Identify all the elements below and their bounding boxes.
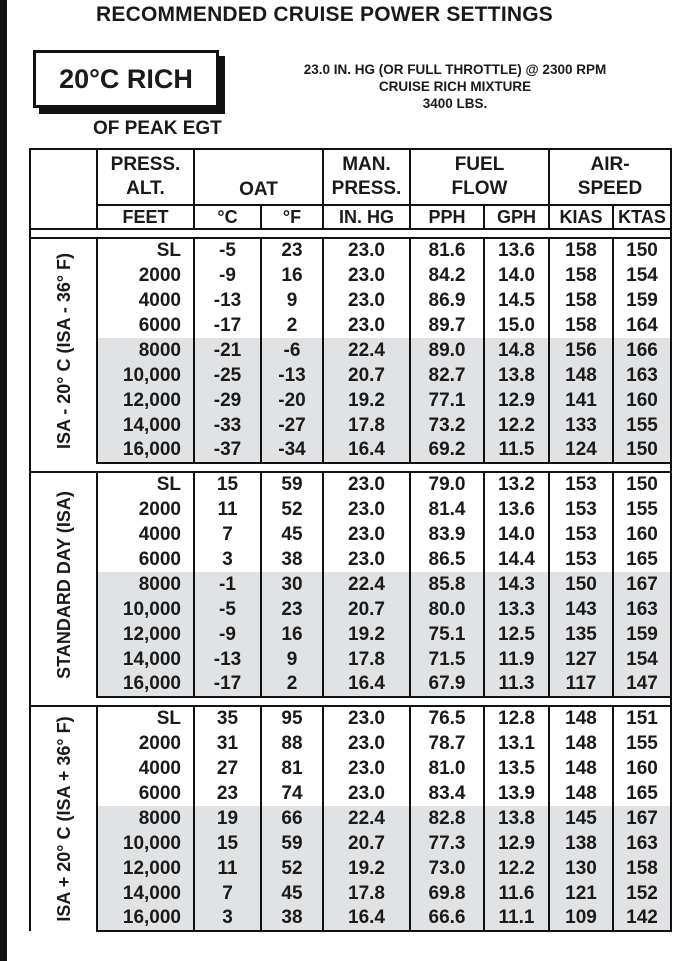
oat-f-cell: 81 — [261, 756, 323, 781]
man-press-cell: 23.0 — [323, 238, 410, 263]
ktas-cell: 163 — [613, 831, 671, 856]
kias-cell: 143 — [549, 597, 613, 622]
oat-f-cell: 59 — [261, 472, 323, 497]
oat-f-cell: 88 — [261, 731, 323, 756]
ktas-cell: 150 — [613, 238, 671, 263]
gph-cell: 13.5 — [484, 756, 549, 781]
table-row — [30, 672, 671, 697]
oat-f-cell: 16 — [261, 263, 323, 288]
kias-cell: 158 — [549, 238, 613, 263]
condition-line: CRUISE RICH MIXTURE — [378, 79, 532, 94]
kias-cell: 135 — [549, 622, 613, 647]
table-row — [30, 856, 671, 881]
table-row — [30, 288, 671, 313]
kias-cell: 153 — [549, 522, 613, 547]
man-press-cell: 17.8 — [323, 413, 410, 438]
table-row — [30, 522, 671, 547]
kias-cell: 130 — [549, 856, 613, 881]
gph-cell: 12.2 — [484, 856, 549, 881]
table-row — [30, 647, 671, 672]
kias-cell: 158 — [549, 263, 613, 288]
oat-c-cell: -13 — [194, 647, 261, 672]
gph-cell: 11.3 — [484, 672, 549, 697]
man-press-cell: 23.0 — [323, 731, 410, 756]
table-row — [30, 313, 671, 338]
alt-cell: 2000 — [97, 731, 194, 756]
gph-cell: 12.9 — [484, 388, 549, 413]
table-row — [30, 413, 671, 438]
gph-cell: 13.1 — [484, 731, 549, 756]
gph-cell: 14.8 — [484, 338, 549, 363]
gph-cell: 14.4 — [484, 547, 549, 572]
table-row — [30, 597, 671, 622]
gph-cell: 11.1 — [484, 906, 549, 931]
oat-f-cell: -20 — [261, 388, 323, 413]
gph-cell: 11.5 — [484, 438, 549, 463]
man-press-cell: 23.0 — [323, 522, 410, 547]
table-row — [30, 881, 671, 906]
oat-c-cell: -9 — [194, 263, 261, 288]
man-press-cell: 17.8 — [323, 881, 410, 906]
oat-f-cell: -13 — [261, 363, 323, 388]
pph-cell: 84.2 — [410, 263, 484, 288]
pph-cell: 73.2 — [410, 413, 484, 438]
pph-cell: 82.7 — [410, 363, 484, 388]
kias-cell: 133 — [549, 413, 613, 438]
oat-c-cell: 19 — [194, 806, 261, 831]
table-row — [30, 497, 671, 522]
oat-c-cell: 11 — [194, 856, 261, 881]
section-label-cell — [30, 238, 97, 463]
section-gap-cell — [30, 697, 671, 706]
oat-f-cell: -34 — [261, 438, 323, 463]
alt-cell: SL — [97, 472, 194, 497]
kias-cell: 148 — [549, 731, 613, 756]
oat-f-cell: 52 — [261, 497, 323, 522]
ktas-cell: 158 — [613, 856, 671, 881]
ktas-cell: 165 — [613, 781, 671, 806]
kias-cell: 127 — [549, 647, 613, 672]
gph-cell: 14.0 — [484, 522, 549, 547]
kias-cell: 109 — [549, 906, 613, 931]
oat-c-cell: -37 — [194, 438, 261, 463]
conditions-block — [275, 61, 635, 112]
ktas-cell: 147 — [613, 672, 671, 697]
section-gap — [30, 697, 671, 706]
ktas-cell: 164 — [613, 313, 671, 338]
pph-cell: 80.0 — [410, 597, 484, 622]
oat-c-cell: -17 — [194, 313, 261, 338]
alt-cell: 10,000 — [97, 831, 194, 856]
table-row — [30, 472, 671, 497]
oat-f-cell: 2 — [261, 313, 323, 338]
table-row — [30, 906, 671, 931]
oat-f-cell: 45 — [261, 522, 323, 547]
alt-cell: 16,000 — [97, 906, 194, 931]
pph-cell: 78.7 — [410, 731, 484, 756]
table-row — [30, 622, 671, 647]
oat-c-cell: 7 — [194, 522, 261, 547]
oat-c-cell: -21 — [194, 338, 261, 363]
header-text: OAT — [239, 179, 278, 200]
oat-f-cell: 38 — [261, 906, 323, 931]
alt-cell: 6000 — [97, 547, 194, 572]
ktas-cell: 155 — [613, 413, 671, 438]
kias-cell: 141 — [549, 388, 613, 413]
alt-cell: 16,000 — [97, 672, 194, 697]
pph-cell: 81.0 — [410, 756, 484, 781]
section-gap-cell — [30, 229, 671, 238]
unit-pph: PPH — [410, 205, 484, 229]
header-oat — [194, 149, 323, 205]
oat-c-cell: -29 — [194, 388, 261, 413]
pph-cell: 69.2 — [410, 438, 484, 463]
oat-f-cell: 66 — [261, 806, 323, 831]
header-airspeed — [549, 149, 671, 205]
ktas-cell: 163 — [613, 597, 671, 622]
ktas-cell: 151 — [613, 706, 671, 731]
man-press-cell: 23.0 — [323, 497, 410, 522]
oat-c-cell: -25 — [194, 363, 261, 388]
oat-c-cell: -33 — [194, 413, 261, 438]
unit-feet: FEET — [97, 205, 194, 229]
oat-c-cell: -9 — [194, 622, 261, 647]
kias-cell: 158 — [549, 288, 613, 313]
section-gap-cell — [30, 463, 671, 472]
table-row — [30, 756, 671, 781]
man-press-cell: 23.0 — [323, 706, 410, 731]
oat-f-cell: 52 — [261, 856, 323, 881]
man-press-cell: 23.0 — [323, 781, 410, 806]
man-press-cell: 19.2 — [323, 388, 410, 413]
man-press-cell: 16.4 — [323, 906, 410, 931]
alt-cell: 6000 — [97, 781, 194, 806]
pph-cell: 82.8 — [410, 806, 484, 831]
oat-c-cell: 15 — [194, 472, 261, 497]
header-text: ALT. — [126, 178, 165, 199]
oat-c-cell: 7 — [194, 881, 261, 906]
header-blank-cell — [30, 149, 97, 229]
table-row — [30, 388, 671, 413]
pph-cell: 67.9 — [410, 672, 484, 697]
kias-cell: 153 — [549, 472, 613, 497]
alt-cell: 4000 — [97, 288, 194, 313]
gph-cell: 11.6 — [484, 881, 549, 906]
oat-c-cell: 11 — [194, 497, 261, 522]
gph-cell: 11.9 — [484, 647, 549, 672]
man-press-cell: 20.7 — [323, 597, 410, 622]
man-press-cell: 19.2 — [323, 622, 410, 647]
oat-c-cell: -1 — [194, 572, 261, 597]
table-row — [30, 572, 671, 597]
table-row — [30, 781, 671, 806]
unit-inhg: IN. HG — [323, 205, 410, 229]
oat-f-cell: 2 — [261, 672, 323, 697]
man-press-cell: 22.4 — [323, 806, 410, 831]
man-press-cell: 23.0 — [323, 263, 410, 288]
ktas-cell: 150 — [613, 438, 671, 463]
alt-cell: 8000 — [97, 572, 194, 597]
condition-line: 23.0 IN. HG (OR FULL THROTTLE) @ 2300 RPM — [303, 62, 607, 77]
section-label: ISA + 20° C (ISA + 36° F) — [53, 716, 74, 922]
alt-cell: 10,000 — [97, 363, 194, 388]
section-label-cell — [30, 706, 97, 931]
pph-cell: 85.8 — [410, 572, 484, 597]
ktas-cell: 160 — [613, 522, 671, 547]
ktas-cell: 159 — [613, 288, 671, 313]
table-row — [30, 547, 671, 572]
pph-cell: 75.1 — [410, 622, 484, 647]
gph-cell: 14.0 — [484, 263, 549, 288]
alt-cell: 4000 — [97, 756, 194, 781]
ktas-cell: 167 — [613, 572, 671, 597]
kias-cell: 148 — [549, 363, 613, 388]
oat-f-cell: 45 — [261, 881, 323, 906]
kias-cell: 148 — [549, 706, 613, 731]
header-text: AIR- — [590, 154, 630, 175]
mixture-box: 20°C RICH — [33, 50, 219, 108]
oat-f-cell: 95 — [261, 706, 323, 731]
gph-cell: 12.9 — [484, 831, 549, 856]
oat-f-cell: 16 — [261, 622, 323, 647]
pph-cell: 83.9 — [410, 522, 484, 547]
unit-ktas: KTAS — [613, 205, 671, 229]
alt-cell: 2000 — [97, 497, 194, 522]
kias-cell: 117 — [549, 672, 613, 697]
kias-cell: 148 — [549, 756, 613, 781]
section-label-cell — [30, 472, 97, 697]
table-row — [30, 806, 671, 831]
header-press-alt — [97, 149, 194, 205]
gph-cell: 13.2 — [484, 472, 549, 497]
unit-fahrenheit: °F — [261, 205, 323, 229]
kias-cell: 138 — [549, 831, 613, 856]
table-row — [30, 706, 671, 731]
kias-cell: 148 — [549, 781, 613, 806]
gph-cell: 12.2 — [484, 413, 549, 438]
kias-cell: 150 — [549, 572, 613, 597]
gph-cell: 15.0 — [484, 313, 549, 338]
ktas-cell: 155 — [613, 497, 671, 522]
oat-f-cell: -27 — [261, 413, 323, 438]
oat-f-cell: 23 — [261, 238, 323, 263]
table-row — [30, 363, 671, 388]
pph-cell: 77.1 — [410, 388, 484, 413]
alt-cell: 2000 — [97, 263, 194, 288]
table-row — [30, 263, 671, 288]
man-press-cell: 22.4 — [323, 338, 410, 363]
header-text: FUEL — [454, 154, 505, 175]
oat-c-cell: 23 — [194, 781, 261, 806]
table-row — [30, 238, 671, 263]
gph-cell: 13.6 — [484, 238, 549, 263]
pph-cell: 79.0 — [410, 472, 484, 497]
alt-cell: 12,000 — [97, 388, 194, 413]
man-press-cell: 23.0 — [323, 288, 410, 313]
pph-cell: 89.7 — [410, 313, 484, 338]
ktas-cell: 165 — [613, 547, 671, 572]
oat-c-cell: 31 — [194, 731, 261, 756]
ktas-cell: 166 — [613, 338, 671, 363]
cruise-power-table — [29, 148, 672, 932]
ktas-cell: 154 — [613, 263, 671, 288]
man-press-cell: 23.0 — [323, 472, 410, 497]
unit-kias: KIAS — [549, 205, 613, 229]
header-row — [30, 149, 671, 205]
gph-cell: 13.8 — [484, 363, 549, 388]
alt-cell: 8000 — [97, 806, 194, 831]
kias-cell: 124 — [549, 438, 613, 463]
kias-cell: 158 — [549, 313, 613, 338]
header-text: FLOW — [451, 178, 508, 199]
ktas-cell: 160 — [613, 388, 671, 413]
units-row — [30, 205, 671, 229]
ktas-cell: 160 — [613, 756, 671, 781]
gph-cell: 13.3 — [484, 597, 549, 622]
section-label: STANDARD DAY (ISA) — [53, 491, 74, 679]
kias-cell: 153 — [549, 497, 613, 522]
oat-c-cell: -17 — [194, 672, 261, 697]
oat-f-cell: 30 — [261, 572, 323, 597]
header-text: PRESS. — [110, 154, 181, 175]
alt-cell: 4000 — [97, 522, 194, 547]
ktas-cell: 163 — [613, 363, 671, 388]
oat-c-cell: -5 — [194, 238, 261, 263]
man-press-cell: 19.2 — [323, 856, 410, 881]
man-press-cell: 17.8 — [323, 647, 410, 672]
alt-cell: 12,000 — [97, 622, 194, 647]
man-press-cell: 20.7 — [323, 363, 410, 388]
oat-c-cell: -13 — [194, 288, 261, 313]
man-press-cell: 23.0 — [323, 313, 410, 338]
oat-f-cell: 74 — [261, 781, 323, 806]
oat-f-cell: 9 — [261, 288, 323, 313]
table-row — [30, 438, 671, 463]
unit-celsius: °C — [194, 205, 261, 229]
kias-cell: 156 — [549, 338, 613, 363]
table-row — [30, 338, 671, 363]
oat-f-cell: 59 — [261, 831, 323, 856]
alt-cell: 14,000 — [97, 413, 194, 438]
pph-cell: 81.6 — [410, 238, 484, 263]
alt-cell: 10,000 — [97, 597, 194, 622]
kias-cell: 145 — [549, 806, 613, 831]
oat-f-cell: 9 — [261, 647, 323, 672]
pph-cell: 86.9 — [410, 288, 484, 313]
gph-cell: 12.8 — [484, 706, 549, 731]
man-press-cell: 23.0 — [323, 756, 410, 781]
oat-f-cell: 38 — [261, 547, 323, 572]
gph-cell: 13.9 — [484, 781, 549, 806]
header-text: PRESS. — [331, 178, 402, 199]
alt-cell: 14,000 — [97, 881, 194, 906]
pph-cell: 73.0 — [410, 856, 484, 881]
pph-cell: 81.4 — [410, 497, 484, 522]
gph-cell: 13.8 — [484, 806, 549, 831]
man-press-cell: 22.4 — [323, 572, 410, 597]
pph-cell: 83.4 — [410, 781, 484, 806]
ktas-cell: 154 — [613, 647, 671, 672]
unit-gph: GPH — [484, 205, 549, 229]
header-text: MAN. — [342, 154, 391, 175]
mixture-subtitle: OF PEAK EGT — [93, 118, 222, 139]
condition-line: 3400 LBS. — [422, 96, 488, 111]
header-man-press — [323, 149, 410, 205]
gph-cell: 12.5 — [484, 622, 549, 647]
man-press-cell: 16.4 — [323, 672, 410, 697]
section-gap — [30, 463, 671, 472]
man-press-cell: 20.7 — [323, 831, 410, 856]
ktas-cell: 167 — [613, 806, 671, 831]
alt-cell: 8000 — [97, 338, 194, 363]
oat-f-cell: -6 — [261, 338, 323, 363]
oat-c-cell: -5 — [194, 597, 261, 622]
pph-cell: 66.6 — [410, 906, 484, 931]
oat-c-cell: 15 — [194, 831, 261, 856]
table-row — [30, 731, 671, 756]
alt-cell: SL — [97, 238, 194, 263]
section-label: ISA - 20° C (ISA - 36° F) — [53, 252, 74, 450]
section-gap — [30, 229, 671, 238]
pph-cell: 77.3 — [410, 831, 484, 856]
pph-cell: 71.5 — [410, 647, 484, 672]
pph-cell: 76.5 — [410, 706, 484, 731]
alt-cell: 12,000 — [97, 856, 194, 881]
alt-cell: 14,000 — [97, 647, 194, 672]
alt-cell: SL — [97, 706, 194, 731]
man-press-cell: 23.0 — [323, 547, 410, 572]
kias-cell: 121 — [549, 881, 613, 906]
ktas-cell: 152 — [613, 881, 671, 906]
oat-c-cell: 3 — [194, 906, 261, 931]
pph-cell: 86.5 — [410, 547, 484, 572]
alt-cell: 16,000 — [97, 438, 194, 463]
kias-cell: 153 — [549, 547, 613, 572]
ktas-cell: 155 — [613, 731, 671, 756]
gph-cell: 13.6 — [484, 497, 549, 522]
header-text: SPEED — [577, 178, 643, 199]
oat-c-cell: 27 — [194, 756, 261, 781]
pph-cell: 89.0 — [410, 338, 484, 363]
left-margin-rule — [0, 0, 7, 961]
man-press-cell: 16.4 — [323, 438, 410, 463]
alt-cell: 6000 — [97, 313, 194, 338]
gph-cell: 14.3 — [484, 572, 549, 597]
oat-c-cell: 3 — [194, 547, 261, 572]
header-fuel-flow — [410, 149, 549, 205]
oat-c-cell: 35 — [194, 706, 261, 731]
table-row — [30, 831, 671, 856]
ktas-cell: 159 — [613, 622, 671, 647]
oat-f-cell: 23 — [261, 597, 323, 622]
page-title: RECOMMENDED CRUISE POWER SETTINGS — [96, 3, 553, 26]
pph-cell: 69.8 — [410, 881, 484, 906]
ktas-cell: 142 — [613, 906, 671, 931]
gph-cell: 14.5 — [484, 288, 549, 313]
ktas-cell: 150 — [613, 472, 671, 497]
